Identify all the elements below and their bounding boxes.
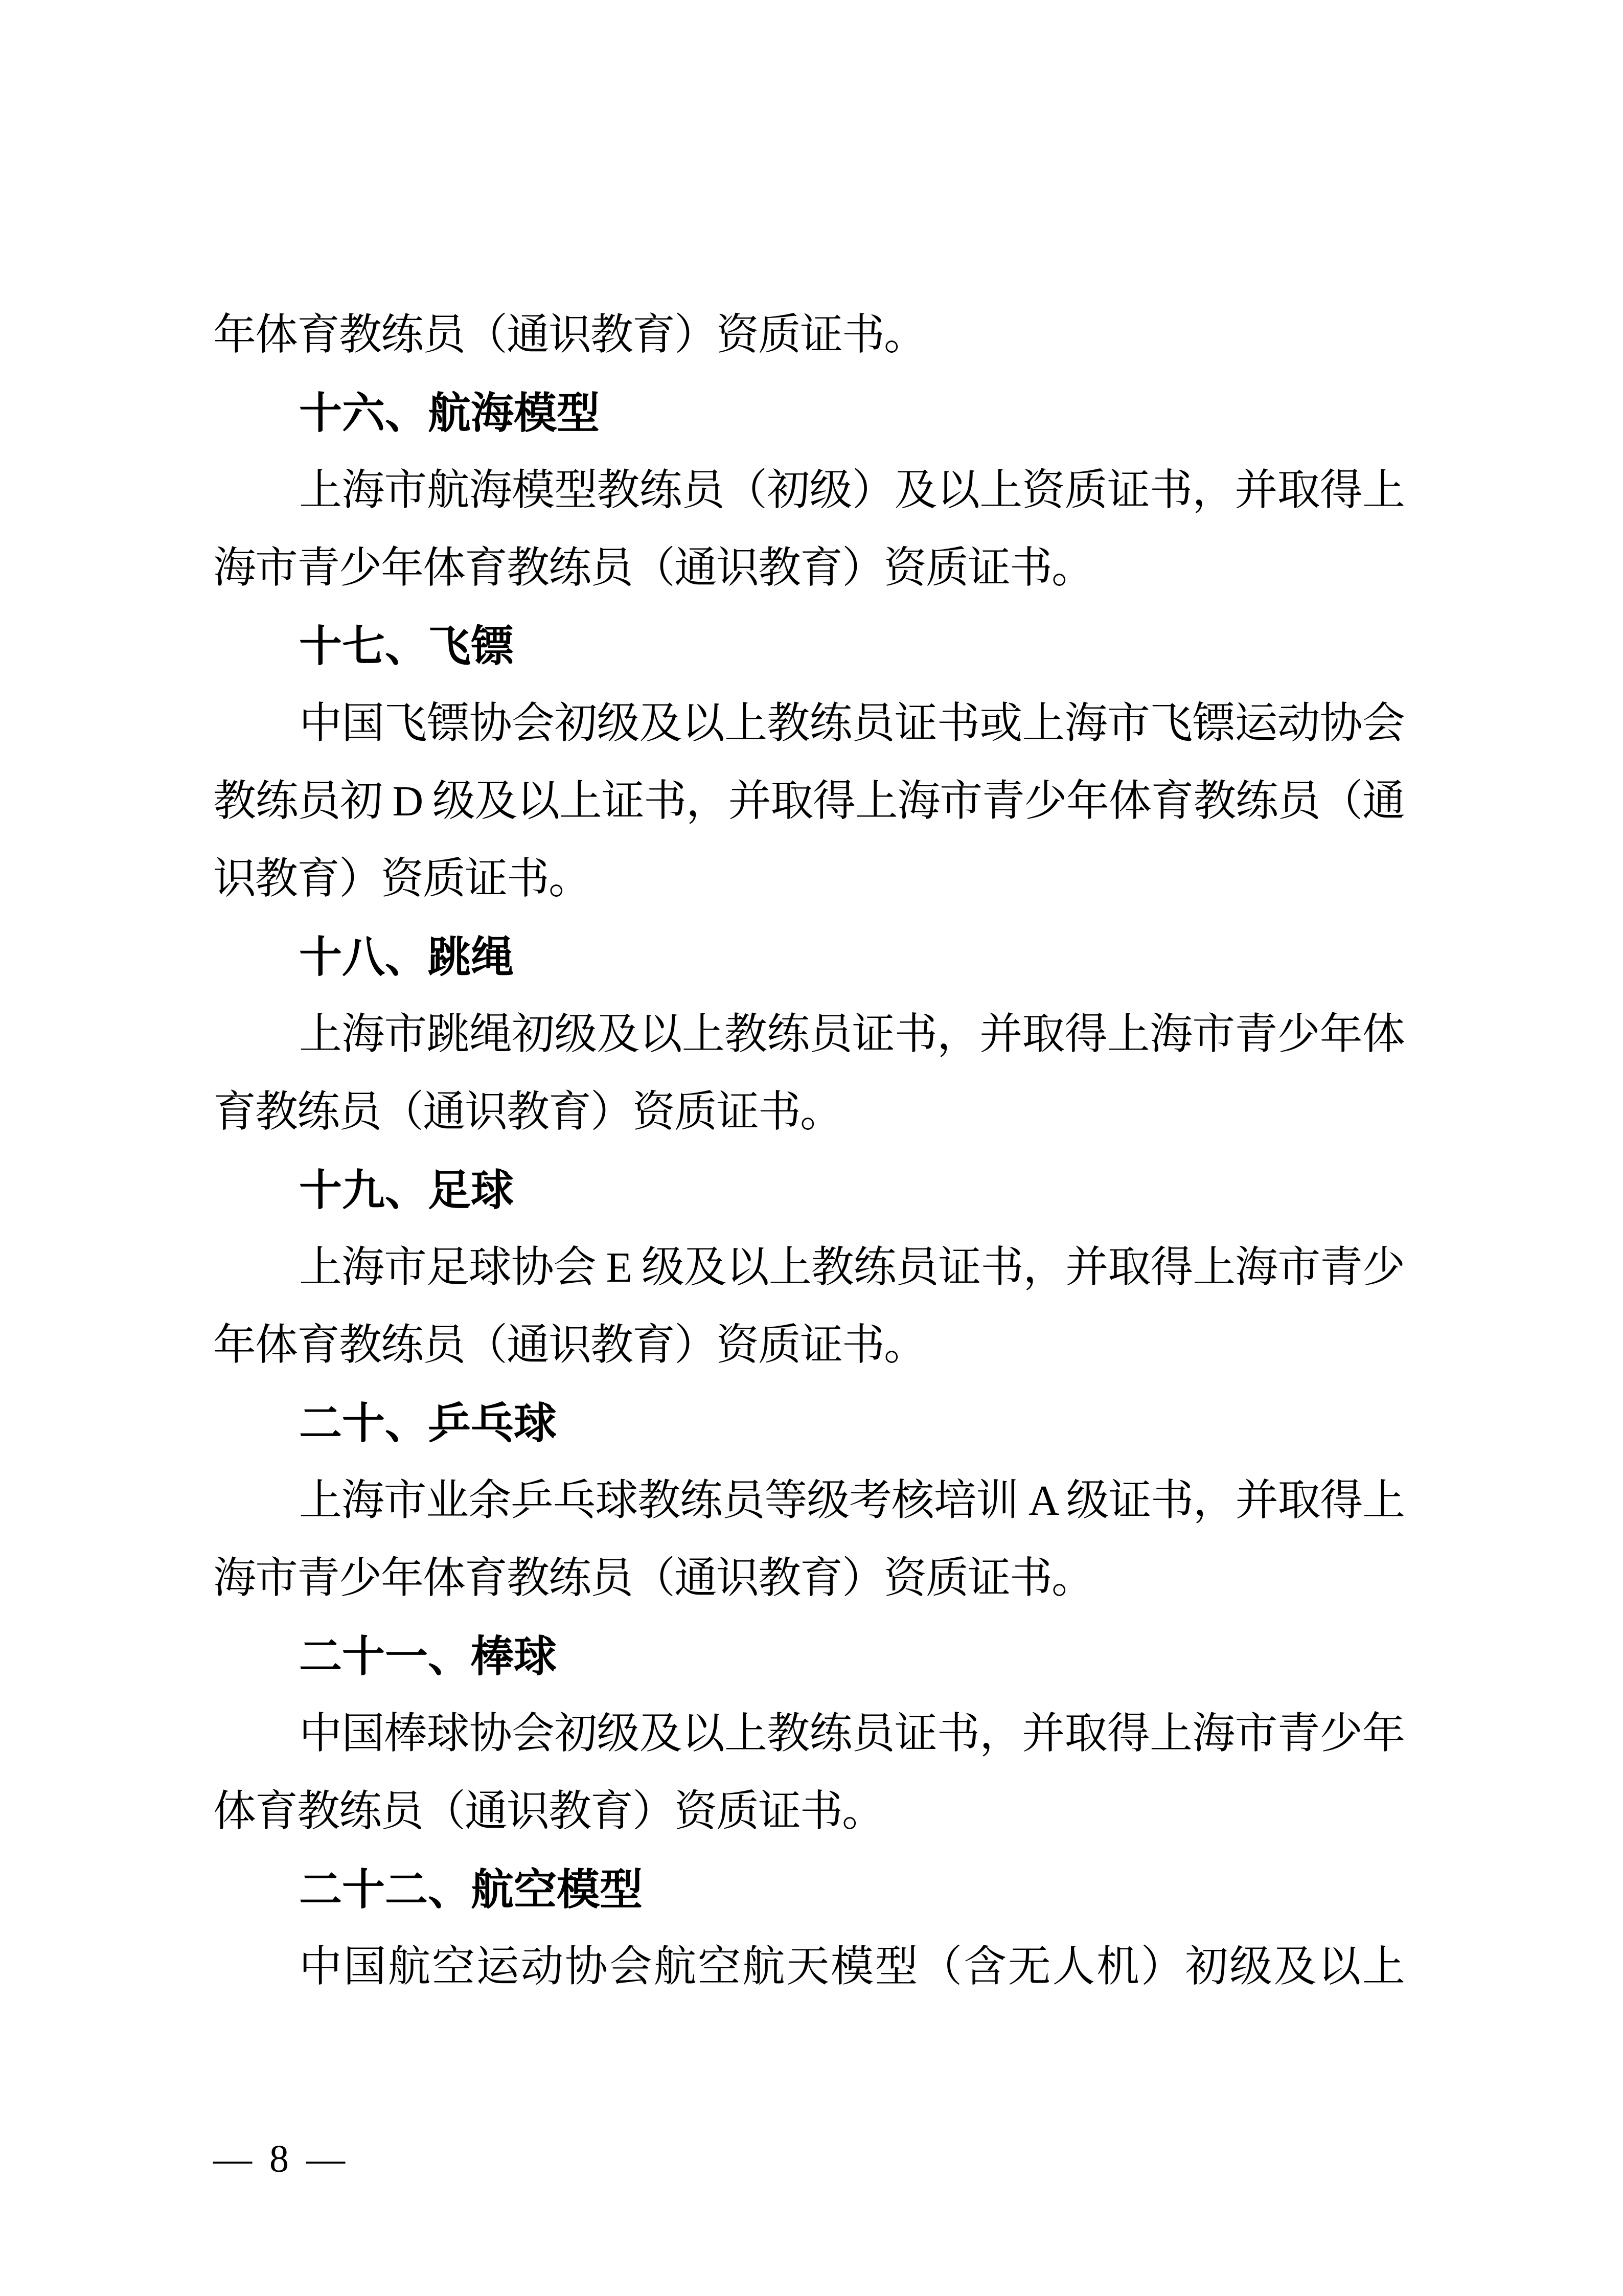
paragraph-line: 年体育教练员（通识教育）资质证书。 [213,1322,926,1369]
section-heading: 二十、乒乓球 [299,1399,557,1447]
paragraph-line: 中国棒球协会初级及以上教练员证书，并取得上海市青少年 [299,1710,1404,1758]
page-number-dash-left: — [213,2137,252,2180]
page-number: 8 [269,2137,289,2180]
paragraph-line: 海市青少年体育教练员（通识教育）资质证书。 [213,1555,1094,1602]
paragraph-line: 上海市业余乒乓球教练员等级考核培训 A 级证书，并取得上 [299,1477,1404,1525]
paragraph-line: 中国飞镖协会初级及以上教练员证书或上海市飞镖运动协会 [299,700,1404,747]
page-number-dash-right: — [306,2137,345,2180]
paragraph-line: 上海市航海模型教练员（初级）及以上资质证书，并取得上 [299,467,1404,514]
paragraph-line: 年体育教练员（通识教育）资质证书。 [213,311,926,359]
paragraph-line: 中国航空运动协会航空航天模型（含无人机）初级及以上 [299,1943,1404,1991]
section-heading: 十七、飞镖 [299,622,514,670]
paragraph-line: 体育教练员（通识教育）资质证书。 [213,1788,884,1835]
paragraph-line: 教练员初 D 级及以上证书，并取得上海市青少年体育教练员（通 [213,778,1404,825]
section-heading: 十九、足球 [299,1166,514,1214]
section-heading: 十六、航海模型 [299,389,600,437]
paragraph-line: 识教育）资质证书。 [213,855,591,903]
section-heading: 二十二、航空模型 [299,1866,643,1914]
section-heading: 二十一、棒球 [299,1632,557,1680]
page-footer [213,2131,345,2187]
paragraph-line: 海市青少年体育教练员（通识教育）资质证书。 [213,544,1094,592]
paragraph-line: 上海市跳绳初级及以上教练员证书，并取得上海市青少年体 [299,1011,1404,1058]
document-body [213,297,1404,2006]
paragraph-line: 育教练员（通识教育）资质证书。 [213,1088,842,1136]
section-heading: 十八、跳绳 [299,933,514,981]
paragraph-line: 上海市足球协会 E 级及以上教练员证书，并取得上海市青少 [299,1244,1404,1291]
